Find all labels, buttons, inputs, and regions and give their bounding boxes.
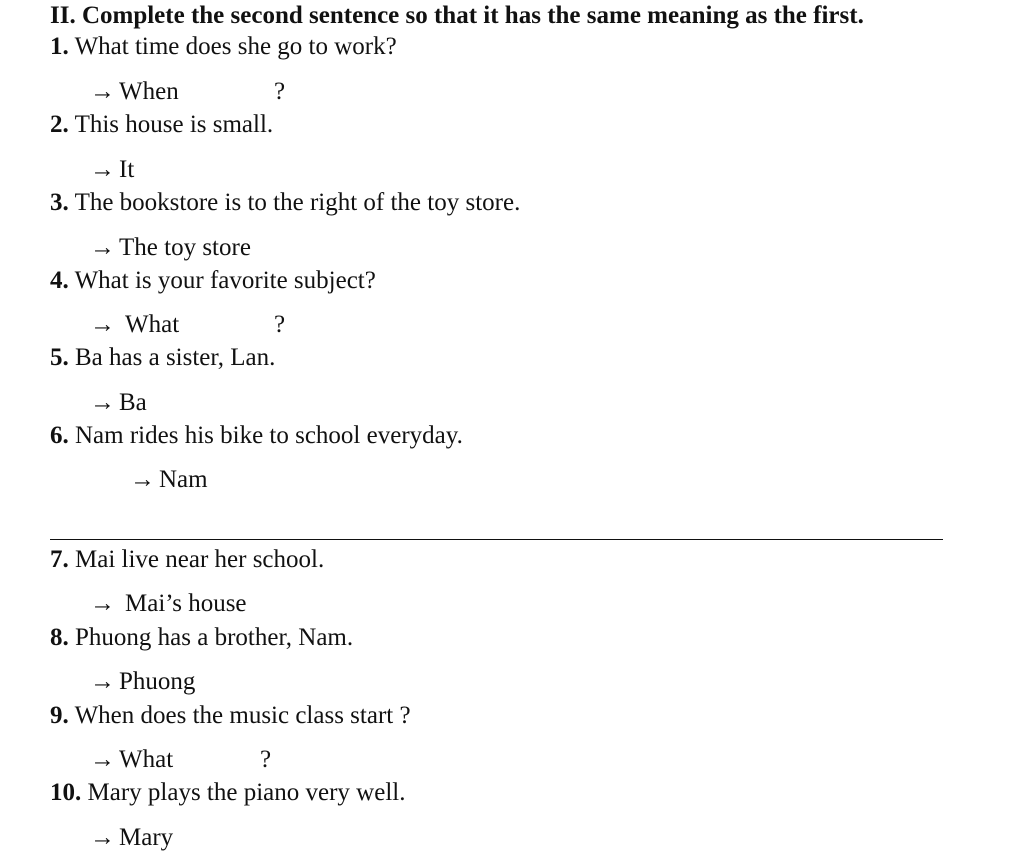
question-number: 8. [50,624,69,651]
answer-ending: ? [260,746,272,773]
answer-line-6 [130,464,208,496]
question-7 [50,544,324,576]
answer-line-8 [90,666,195,698]
arrow-icon: → [90,668,115,695]
answer-line-5 [90,387,147,419]
arrow-icon: → [90,311,115,338]
arrow-icon: → [90,156,115,183]
question-6 [50,420,463,452]
exercise-title: II. Complete the second sentence so that it has the same meaning as the first. [50,2,864,29]
answer-prompt: When [119,78,179,105]
arrow-icon: → [90,234,115,261]
arrow-icon: → [90,590,115,617]
question-text: Mary plays the piano very well. [87,779,406,806]
answer-line-10 [90,822,173,854]
answer-line-2 [90,154,134,186]
answer-prompt: The toy store [119,234,251,261]
question-3 [50,187,520,219]
question-number: 10. [50,779,82,806]
question-text: The bookstore is to the right of the toy store. [74,189,521,216]
answer-line-3 [90,232,251,264]
question-number: 2. [50,111,69,138]
answer-prompt: Mary [119,824,174,851]
question-2 [50,109,273,141]
question-text: Phuong has a brother, Nam. [75,624,354,651]
question-text: Nam rides his bike to school everyday. [75,422,463,449]
question-1 [50,31,397,63]
question-number: 6. [50,422,69,449]
question-number: 3. [50,189,69,216]
arrow-icon: → [90,746,115,773]
arrow-icon: → [90,824,115,851]
answer-line-4 [90,309,286,341]
answer-ending: ? [274,78,286,105]
question-text: When does the music class start ? [74,702,411,729]
answer-prompt: What [119,746,174,773]
question-number: 7. [50,546,69,573]
question-text: This house is small. [74,111,274,138]
question-10 [50,777,405,809]
question-number: 9. [50,702,69,729]
question-number: 5. [50,344,69,371]
question-9 [50,700,411,732]
question-text: Mai live near her school. [75,546,325,573]
arrow-icon: → [130,466,155,493]
answer-prompt: What [125,311,180,338]
answer-line-7 [90,588,247,620]
answer-ending: ? [274,311,286,338]
answer-prompt: Nam [159,466,208,493]
answer-prompt: It [119,156,135,183]
arrow-icon: → [90,78,115,105]
answer-prompt: Phuong [119,668,196,695]
answer-prompt: Ba [119,389,147,416]
question-text: What time does she go to work? [74,33,397,60]
question-text: Ba has a sister, Lan. [75,344,276,371]
arrow-icon: → [90,389,115,416]
question-text: What is your favorite subject? [74,267,376,294]
question-4 [50,265,376,297]
question-number: 1. [50,33,69,60]
answer-prompt: Mai’s house [125,590,247,617]
answer-line-1 [90,76,286,108]
divider-line [50,539,943,540]
answer-line-9 [90,744,272,776]
question-5 [50,342,275,374]
question-number: 4. [50,267,69,294]
question-8 [50,622,353,654]
